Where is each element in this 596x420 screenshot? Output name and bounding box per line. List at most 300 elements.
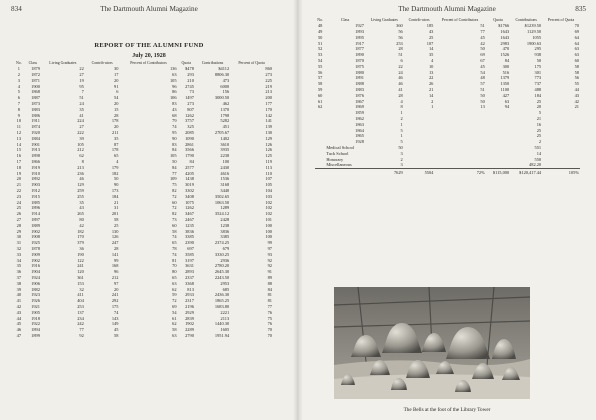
table-cell: 451 — [222, 124, 230, 130]
table-cell: 19 — [16, 170, 22, 176]
table-cell: 17 — [114, 72, 119, 78]
table-cell: 30 — [114, 66, 119, 72]
table-cell: 7 — [17, 101, 20, 107]
table-cell: 470 — [502, 46, 510, 52]
table-cell: 1402 — [220, 135, 230, 141]
table-cell: 74 — [172, 234, 177, 240]
table-cell: 170 — [265, 106, 272, 112]
table-cell: 1893 — [355, 29, 364, 35]
table-cell: 1859 — [355, 110, 364, 116]
table-cell: 58 — [317, 81, 323, 87]
table-cell: 550 — [534, 156, 542, 162]
table-cell: 78 — [172, 246, 177, 251]
table-cell: 22 — [16, 188, 22, 194]
table-cell: 58 — [574, 63, 579, 69]
table-cell: 2745 — [185, 83, 194, 89]
table-cell: 2953 — [220, 280, 230, 286]
table-cell: 1370 — [220, 106, 230, 112]
table-cell: 38 — [16, 280, 22, 286]
table-cell: 1922 — [31, 321, 40, 327]
table-cell: 1605 — [220, 327, 230, 333]
table-cell: 178 — [111, 118, 119, 124]
table-cell: 1906 — [31, 280, 40, 286]
table-cell: 58 — [574, 69, 579, 75]
table-cell: 105 — [265, 182, 272, 188]
left-page-number: 834 — [11, 5, 22, 13]
table-cell: 2577 — [185, 164, 194, 170]
table-cell: 184 — [534, 92, 542, 98]
table-cell: Miscellaneous — [326, 162, 352, 168]
table-cell: 82 — [172, 188, 177, 194]
table-cell: 54 — [480, 69, 485, 75]
table-cell: 1874 — [31, 124, 40, 130]
table-cell: 404 — [77, 298, 84, 304]
table-cell: 8 — [81, 159, 84, 165]
table-cell: 1910 — [31, 170, 40, 176]
table-cell: 26 — [428, 81, 434, 87]
table-cell: 35 — [79, 199, 84, 205]
table-cell: 156 — [222, 89, 230, 95]
table-row — [13, 333, 273, 339]
table-cell: 21 — [574, 104, 579, 110]
table-cell: 50 — [317, 34, 323, 40]
column-header: Quota — [493, 18, 503, 22]
table-cell: 27 — [16, 217, 22, 223]
table-cell: 62 — [317, 104, 323, 110]
table-cell: 36 — [79, 246, 84, 251]
table-cell: 14 — [428, 46, 434, 52]
table-cell: 60 — [172, 222, 177, 228]
table-cell: 1927 — [355, 23, 364, 29]
table-cell: 48 — [480, 75, 485, 81]
table-cell: 62 — [79, 153, 84, 159]
table-cell: 4616 — [220, 170, 230, 176]
table-cell: 211 — [112, 130, 119, 136]
table-cell: Medical School — [326, 145, 354, 151]
table-cell: 20 — [114, 286, 119, 292]
table-cell: 25 — [536, 98, 542, 104]
table-cell: 63 — [574, 52, 579, 58]
table-cell: 65 — [172, 274, 177, 280]
table-cell: 1895 — [355, 34, 364, 40]
table-cell: 1918 — [31, 315, 40, 321]
table-cell: 1902 — [185, 321, 194, 327]
library-bells-photo — [334, 287, 530, 399]
table-cell: 100 — [265, 234, 272, 240]
table-cell: 69 — [480, 52, 485, 58]
table-cell: 43 — [172, 106, 177, 112]
page-gutter — [293, 0, 303, 420]
table-cell: $1239.50 — [524, 23, 542, 29]
table-cell: 255 — [77, 193, 84, 199]
table-cell: 46 — [398, 75, 403, 81]
table-cell: 59 — [317, 87, 323, 93]
table-cell: 1238 — [220, 222, 230, 228]
table-cell: 102 — [265, 205, 272, 211]
table-cell: 24 — [79, 101, 84, 107]
table-cell: 56 — [574, 75, 579, 81]
table-cell: 1912 — [31, 188, 40, 194]
table-cell: 1055 — [532, 34, 542, 40]
table-cell: 1798 — [220, 112, 230, 118]
table-cell: 1884 — [31, 135, 40, 141]
table-cell: 1921 — [31, 303, 40, 309]
table-cell: 2196 — [185, 303, 194, 309]
table-cell: 113 — [265, 164, 272, 170]
table-cell: 20 — [114, 101, 119, 107]
table-cell: 81 — [267, 292, 272, 298]
table-cell: 1497 — [185, 95, 194, 101]
table-cell: $1766 — [498, 23, 510, 29]
table-cell: 70 — [574, 23, 579, 29]
column-header: Percent of Quota — [238, 61, 265, 65]
table-cell: 1890 — [355, 52, 364, 58]
table-cell: 253 — [77, 303, 84, 309]
table-cell: 3330.25 — [214, 251, 230, 257]
table-cell: 48 — [317, 23, 323, 29]
table-cell: 58 — [114, 217, 119, 223]
table-cell: 4 — [431, 58, 434, 64]
table-cell: 24 — [398, 69, 403, 75]
table-cell: 516 — [502, 69, 510, 75]
table-cell: 411 — [77, 292, 84, 298]
table-cell: 2238 — [220, 153, 230, 159]
column-header: Class — [28, 61, 37, 65]
table-cell: 56 — [398, 34, 403, 40]
table-cell: 1905 — [31, 309, 40, 315]
table-cell: 1 — [400, 121, 403, 127]
table-cell: 8 — [17, 106, 20, 112]
table-cell: 1877 — [355, 46, 364, 52]
table-cell: 27 — [79, 72, 84, 78]
table-cell: 77 — [79, 327, 84, 333]
table-cell: 63 — [172, 72, 177, 78]
table-cell: 53 — [317, 52, 323, 58]
table-cell: 1916 — [31, 263, 40, 269]
table-cell: 242 — [77, 321, 84, 327]
table-cell: 24 — [16, 199, 22, 205]
table-cell: 57 — [480, 81, 485, 87]
table-cell: 60 — [317, 92, 323, 98]
table-cell: 22 — [398, 63, 403, 69]
table-cell: 170 — [77, 234, 84, 240]
table-cell: 1870 — [355, 58, 364, 64]
left-running-title: The Dartmouth Alumni Magazine — [100, 5, 198, 13]
table-cell: 91 — [114, 83, 119, 89]
table-cell: 1090 — [185, 135, 194, 141]
table-cell: 185 — [426, 23, 434, 29]
table-cell: 51 — [398, 52, 403, 58]
table-cell: 94 — [504, 104, 510, 110]
table-cell: 1925 — [31, 240, 40, 246]
table-cell: 5282 — [220, 118, 230, 124]
left-fund-table — [13, 61, 273, 339]
table-cell: 74 — [172, 251, 177, 257]
table-cell: 427 — [502, 92, 510, 98]
table-cell: 737 — [534, 81, 542, 87]
table-cell: 77 — [172, 170, 177, 176]
table-cell: 136 — [169, 66, 177, 72]
table-cell: 247 — [111, 240, 119, 246]
table-cell: 96 — [172, 83, 177, 89]
table-cell: 3440 — [220, 188, 230, 194]
table-cell: 41 — [16, 298, 22, 304]
table-cell: 14 — [16, 141, 22, 147]
table-cell: 1873 — [31, 101, 40, 107]
table-cell: 46 — [79, 176, 84, 182]
table-cell: 3368 — [185, 280, 194, 286]
table-cell: 2933 — [185, 292, 194, 298]
table-cell: 42 — [16, 303, 22, 309]
table-cell: 46 — [16, 327, 22, 333]
table-cell: 99 — [114, 257, 119, 263]
report-date: July 20, 1928 — [132, 53, 166, 59]
table-cell: 13 — [428, 69, 434, 75]
table-cell: 51 — [480, 23, 485, 29]
table-cell: 97 — [267, 246, 272, 251]
table-cell: 21 — [428, 87, 434, 93]
table-cell: 1900 — [31, 83, 40, 89]
table-cell: 15 — [16, 147, 22, 153]
table-cell: 182 — [111, 170, 119, 176]
total-cell: $115,000 — [486, 169, 510, 176]
table-cell: 1350 — [500, 81, 510, 87]
table-cell: 1902 — [31, 257, 40, 263]
table-cell: 292 — [111, 298, 119, 304]
table-cell: 35 — [114, 135, 119, 141]
table-cell: 807 — [187, 106, 194, 112]
table-cell: 20 — [114, 124, 119, 130]
table-cell: 49 — [317, 29, 323, 35]
table-cell: 10 — [16, 118, 22, 124]
total-cell: $120,417.44 — [510, 169, 542, 176]
table-cell: 1897 — [31, 217, 40, 223]
table-cell: 1879 — [31, 66, 40, 72]
table-cell: 61 — [172, 315, 177, 321]
table-cell: 55 — [317, 63, 323, 69]
table-cell: 3757 — [185, 118, 194, 124]
table-cell: 236 — [77, 170, 84, 176]
table-cell: 54 — [317, 58, 323, 64]
table-cell: 72 — [172, 298, 177, 304]
table-cell: 1894 — [31, 327, 40, 333]
table-cell: 3502.65 — [214, 193, 230, 199]
table-cell: 45 — [480, 63, 485, 69]
table-cell: 179 — [111, 164, 119, 170]
table-cell: 44 — [16, 315, 22, 321]
table-cell: 3935 — [220, 147, 230, 153]
table-cell: 3836 — [220, 228, 230, 234]
table-cell: 1866 — [31, 159, 40, 165]
table-cell: 1909 — [31, 251, 40, 257]
table-cell: 3302 — [185, 188, 194, 194]
table-cell: 75 — [172, 182, 177, 188]
table-cell: 2 — [400, 116, 403, 122]
table-cell: 28 — [398, 92, 403, 98]
table-cell: 3197 — [185, 257, 194, 263]
table-cell: 8806.30 — [214, 72, 230, 78]
table-cell: 126 — [111, 234, 119, 240]
table-cell: 143 — [111, 315, 119, 321]
table-cell: 6 — [400, 58, 403, 64]
table-cell: 2337 — [185, 274, 194, 280]
table-cell: 1438 — [185, 176, 194, 182]
table-cell: 685 — [222, 286, 230, 292]
table-cell: 2243.50 — [214, 274, 230, 280]
table-cell: 73 — [189, 89, 194, 95]
table-cell: 1536 — [220, 176, 230, 182]
table-cell: 125 — [265, 153, 272, 159]
table-cell: 5 — [538, 110, 542, 116]
table-cell: 1898 — [31, 153, 40, 159]
table-cell: 1951.94 — [214, 332, 230, 338]
table-cell: 3524.12 — [214, 211, 230, 217]
table-cell: 75 — [267, 315, 272, 321]
table-cell: 3408 — [185, 193, 194, 199]
table-cell: 50 — [480, 92, 485, 98]
table-cell: 70 — [172, 263, 177, 269]
table-cell: 25 — [536, 133, 542, 139]
table-cell: 860 — [265, 66, 272, 72]
table-cell: 1865 — [355, 133, 364, 139]
table-cell: 3610 — [220, 141, 230, 147]
table-cell: 361 — [77, 274, 84, 280]
table-cell: 219 — [265, 83, 272, 89]
table-cell: 1865.25 — [214, 298, 230, 304]
table-cell: 1914 — [31, 211, 40, 217]
table-cell: 4 — [116, 159, 119, 165]
table-cell: 54 — [172, 309, 177, 315]
table-cell: 44 — [574, 87, 579, 93]
table-cell: 13 — [480, 104, 485, 110]
table-cell: 1892 — [31, 176, 40, 182]
table-cell: 90 — [114, 182, 119, 188]
table-cell: 25 — [114, 222, 119, 228]
table-cell: 119 — [265, 159, 272, 165]
column-header: Percent of Contributors — [130, 61, 167, 65]
table-cell: 1 — [431, 104, 434, 110]
table-cell: 3 — [17, 77, 20, 83]
table-cell: 10 — [428, 63, 434, 69]
table-cell: 13 — [16, 135, 22, 141]
table-cell: 35 — [428, 52, 434, 58]
table-cell: 32 — [16, 246, 22, 251]
table-cell: 6 — [17, 95, 20, 101]
table-cell: 14 — [536, 150, 542, 156]
table-cell: 50 — [480, 46, 485, 52]
table-cell: 1440.30 — [214, 321, 230, 327]
table-cell: 43 — [16, 309, 22, 315]
table-cell: 70 — [267, 327, 272, 333]
table-cell: 46 — [398, 81, 403, 87]
table-cell: 1891 — [355, 75, 364, 81]
table-cell: 70 — [267, 332, 272, 338]
column-header: Contributions — [515, 18, 537, 22]
table-cell: 42 — [79, 222, 84, 228]
table-cell: 2645.30 — [214, 269, 230, 275]
table-cell: 3019 — [185, 182, 194, 188]
table-cell: 27 — [79, 124, 84, 130]
table-cell: 473 — [222, 77, 230, 83]
table-cell: 253 — [396, 40, 403, 46]
table-cell: 1643 — [500, 29, 510, 35]
table-cell: 301 — [534, 69, 542, 75]
column-header: Contrib-utors — [408, 18, 430, 22]
table-cell: 63 — [172, 280, 177, 286]
table-cell: 100 — [265, 228, 272, 234]
table-cell: 225 — [265, 77, 272, 83]
table-cell: 6000 — [220, 83, 230, 89]
table-cell: 300 — [502, 63, 510, 69]
table-cell: 129 — [77, 182, 84, 188]
table-cell: 76 — [267, 321, 272, 327]
table-cell: 63 — [172, 332, 177, 338]
table-cell: 50 — [114, 176, 119, 182]
table-cell: 60 — [172, 199, 177, 205]
table-cell: 3585 — [185, 251, 194, 257]
table-cell: 65 — [172, 240, 177, 246]
table-cell: 177 — [265, 101, 272, 107]
table-cell: 4 — [400, 98, 403, 104]
table-cell: 130 — [111, 228, 119, 234]
table-cell: 96 — [114, 269, 119, 275]
table-cell: 212 — [77, 147, 84, 153]
table-cell: 25 — [16, 205, 22, 211]
table-cell: 23 — [16, 193, 22, 199]
table-cell: 65 — [114, 153, 119, 159]
table-cell: 50 — [172, 159, 177, 165]
table-cell: 28 — [114, 112, 119, 118]
table-cell: 1683.80 — [214, 303, 230, 309]
table-cell: 1790 — [185, 153, 194, 159]
table-cell: 28 — [16, 222, 22, 228]
table-cell: 1379 — [500, 75, 510, 81]
table-cell: 50 — [536, 58, 542, 64]
table-cell: 82 — [172, 211, 177, 217]
table-cell: 50 — [398, 145, 403, 151]
table-cell: 67 — [480, 58, 485, 64]
table-cell: 175 — [111, 303, 119, 309]
column-header: No. — [15, 61, 22, 65]
table-cell: 47 — [16, 332, 22, 338]
table-cell: 1908 — [31, 234, 40, 240]
table-cell: 39 — [16, 286, 22, 292]
table-cell: 2428 — [220, 217, 230, 223]
table-cell: 126 — [265, 147, 272, 153]
column-header: Class — [340, 18, 350, 22]
table-cell: 17 — [16, 159, 22, 165]
table-cell: 35 — [79, 106, 84, 112]
table-cell: 3385 — [185, 234, 194, 240]
table-cell: 4205 — [185, 170, 194, 176]
table-cell: 1 — [400, 110, 403, 116]
table-cell: 106 — [169, 95, 177, 101]
table-cell: 2 — [400, 156, 403, 162]
total-cell: 5504 — [404, 169, 435, 176]
table-cell: 2430 — [220, 164, 230, 170]
column-header: No. — [317, 18, 324, 22]
table-cell: 79 — [172, 118, 177, 124]
table-cell: 1875 — [355, 63, 364, 69]
table-cell: 62 — [172, 321, 177, 327]
table-cell: 1902 — [31, 228, 40, 234]
table-cell: 2221 — [220, 309, 230, 315]
table-cell: 92 — [79, 332, 84, 338]
table-cell: 99 — [267, 240, 272, 246]
table-cell: 1882 — [31, 286, 40, 292]
table-cell: 51 — [480, 87, 485, 93]
table-cell: 91 — [267, 269, 272, 275]
